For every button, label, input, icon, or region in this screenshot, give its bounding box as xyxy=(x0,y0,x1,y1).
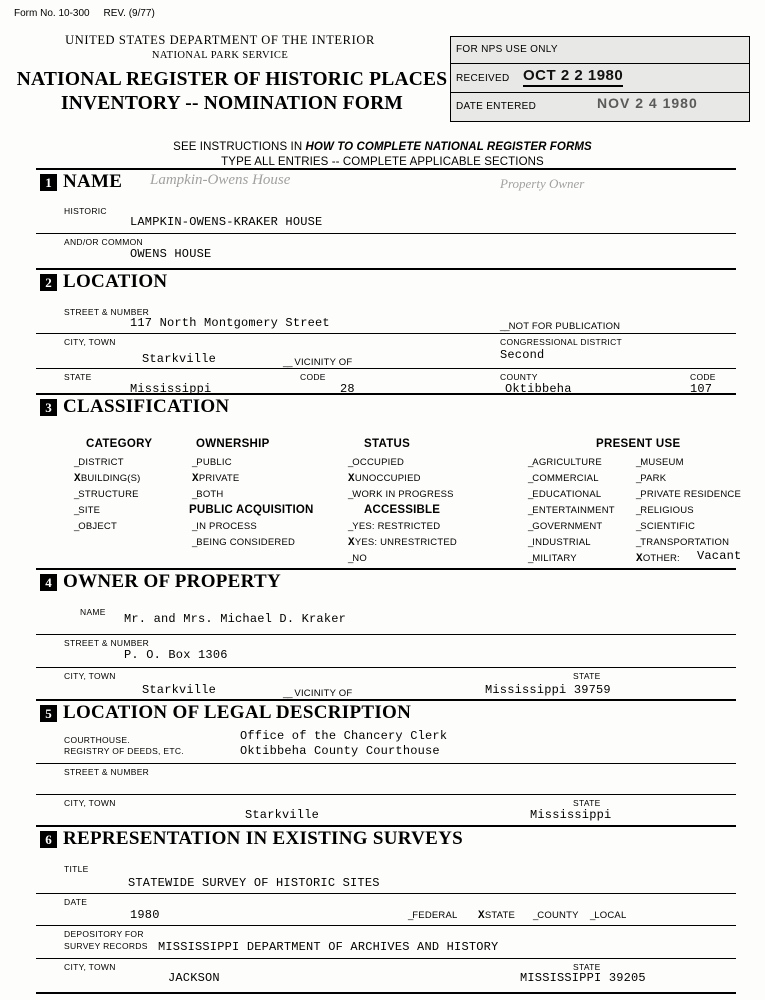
instructions-line-1 xyxy=(0,140,765,155)
survey-city-value: JACKSON xyxy=(168,971,220,985)
legal-state-label: STATE xyxy=(573,798,601,808)
received-stamp-text: OCT 2 2 1980 xyxy=(523,67,623,87)
date-entered-label: DATE ENTERED xyxy=(456,101,537,112)
owner-name-label: NAME xyxy=(80,607,106,617)
section-classification-header xyxy=(36,393,736,421)
rule-historic xyxy=(36,233,736,234)
instructions xyxy=(0,140,765,170)
owner-city-label: CITY, TOWN xyxy=(64,671,116,681)
accessible-option-yes-unrestricted[interactable] xyxy=(348,537,457,549)
present-use-option-religious[interactable]: _RELIGIOUS xyxy=(636,505,694,516)
location-county-code-value: 107 xyxy=(690,382,713,396)
vicinity-dash: __ xyxy=(283,357,292,368)
present-use-option-educational[interactable]: _EDUCATIONAL xyxy=(528,489,602,500)
rule-page-bottom xyxy=(36,992,736,994)
location-state-code-label: CODE xyxy=(300,372,326,382)
section-number-3: 3 xyxy=(40,399,57,416)
status-heading: STATUS xyxy=(364,438,411,450)
service-line: NATIONAL PARK SERVICE xyxy=(151,50,289,61)
accessible-heading: ACCESSIBLE xyxy=(364,504,441,516)
present-use-label-transportation: TRANSPORTATION xyxy=(640,537,730,548)
rule-owner-name xyxy=(36,634,736,635)
congressional-district-value: Second xyxy=(500,348,545,362)
public-acquisition-option-being-considered[interactable]: _BEING CONSIDERED xyxy=(192,537,296,548)
checkmark-x-icon: X xyxy=(348,473,355,485)
present-use-label-park: PARK xyxy=(640,473,667,484)
owner-vicinity-option[interactable]: __ VICINITY OF xyxy=(283,688,353,699)
public-acquisition-heading: PUBLIC ACQUISITION xyxy=(189,504,314,516)
category-label-structure: STRUCTURE xyxy=(78,489,139,500)
category-option-buildings[interactable] xyxy=(74,473,141,485)
checkmark-x-icon: X xyxy=(192,473,199,485)
present-use-label-private-residence: PRIVATE RESIDENCE xyxy=(640,489,742,500)
nps-use-box xyxy=(450,36,750,122)
category-option-structure[interactable]: _STRUCTURE xyxy=(74,489,139,500)
received-stamp xyxy=(523,67,623,84)
location-city-label: CITY, TOWN xyxy=(64,337,116,347)
owner-state-label: STATE xyxy=(573,671,601,681)
public-acquisition-label-in-process: IN PROCESS xyxy=(196,521,257,532)
common-name-label: AND/OR COMMON xyxy=(64,237,143,247)
present-use-option-entertainment[interactable]: _ENTERTAINMENT xyxy=(528,505,615,516)
survey-level-label-federal: FEDERAL xyxy=(412,910,458,921)
accessible-label-no: NO xyxy=(352,553,367,564)
handwritten-annotation-1: Lampkin-Owens House xyxy=(150,172,291,188)
ownership-heading: OWNERSHIP xyxy=(196,438,270,450)
present-use-label-military: MILITARY xyxy=(532,553,577,564)
location-street-label: STREET & NUMBER xyxy=(64,307,150,317)
section-number-5: 5 xyxy=(40,705,57,722)
historic-label: HISTORIC xyxy=(64,206,107,216)
present-use-option-private-residence[interactable]: _PRIVATE RESIDENCE xyxy=(636,489,742,500)
legal-state-value: Mississippi xyxy=(530,808,612,822)
section-title-6: REPRESENTATION IN EXISTING SURVEYS xyxy=(63,828,464,849)
survey-title-value: STATEWIDE SURVEY OF HISTORIC SITES xyxy=(128,876,380,890)
location-state-value: Mississippi xyxy=(130,382,212,396)
section-classification xyxy=(36,393,736,421)
survey-level-federal[interactable]: _FEDERAL xyxy=(408,910,458,921)
rule-location-street xyxy=(36,333,736,334)
category-heading: CATEGORY xyxy=(86,438,153,450)
legal-city-label: CITY, TOWN xyxy=(64,798,116,808)
date-entered-stamp: NOV 2 4 1980 xyxy=(597,95,698,111)
present-use-label-commercial: COMMERCIAL xyxy=(532,473,599,484)
common-name-value: OWENS HOUSE xyxy=(130,247,212,261)
category-option-site[interactable]: _SITE xyxy=(74,505,101,516)
ownership-label-public: PUBLIC xyxy=(196,457,232,468)
present-use-heading: PRESENT USE xyxy=(596,438,681,450)
public-acquisition-label-being-considered: BEING CONSIDERED xyxy=(196,537,296,548)
rule-location-city xyxy=(36,368,736,369)
instructions-line-2: TYPE ALL ENTRIES -- COMPLETE APPLICABLE SECTIONS xyxy=(221,156,544,168)
not-for-publication-dash: __ xyxy=(500,321,509,332)
accessible-label-yes-unrestricted: YES: UNRESTRICTED xyxy=(354,537,457,548)
present-use-option-industrial[interactable]: _INDUSTRIAL xyxy=(528,537,591,548)
page-title-line1: NATIONAL REGISTER OF HISTORIC PLACES xyxy=(16,69,448,90)
survey-level-label-state: STATE xyxy=(484,910,516,921)
handwritten-annotation-2: Property Owner xyxy=(500,176,585,191)
section-surveys xyxy=(36,825,736,853)
present-use-option-scientific[interactable]: _SCIENTIFIC xyxy=(636,521,696,532)
nps-divider-1 xyxy=(451,63,749,64)
courthouse-value-line2: Oktibbeha County Courthouse xyxy=(240,744,440,758)
location-street-value: 117 North Montgomery Street xyxy=(130,316,330,330)
survey-title-label: TITLE xyxy=(64,864,89,874)
present-use-label-industrial: INDUSTRIAL xyxy=(532,537,591,548)
status-option-occupied[interactable]: _OCCUPIED xyxy=(348,457,405,468)
checkmark-x-icon: X xyxy=(74,473,81,485)
ownership-option-public[interactable]: _PUBLIC xyxy=(192,457,232,468)
form-revision-text: REV. (9/77) xyxy=(103,8,155,19)
location-city-value: Starkville xyxy=(142,352,217,366)
checkmark-x-icon: X xyxy=(478,910,485,922)
section-number-6: 6 xyxy=(40,831,57,848)
nps-box-header: FOR NPS USE ONLY xyxy=(456,44,558,55)
section-title-5: LOCATION OF LEGAL DESCRIPTION xyxy=(63,702,412,723)
department-line: UNITED STATES DEPARTMENT OF THE INTERIOR xyxy=(65,33,375,47)
not-for-publication-label: NOT FOR PUBLICATION xyxy=(508,321,621,332)
owner-vicinity-label: VICINITY OF xyxy=(294,688,353,699)
owner-street-label: STREET & NUMBER xyxy=(64,638,150,648)
status-label-work-in-progress: WORK IN PROGRESS xyxy=(352,489,454,500)
section-title-4: OWNER OF PROPERTY xyxy=(63,571,282,592)
section-legal-header xyxy=(36,699,736,727)
depository-label-line1: DEPOSITORY FOR xyxy=(64,929,144,939)
depository-label-line2: SURVEY RECORDS xyxy=(64,941,148,951)
vicinity-option[interactable] xyxy=(283,357,352,368)
checkmark-x-icon: X xyxy=(636,553,643,565)
category-option-district[interactable]: _DISTRICT xyxy=(74,457,124,468)
present-use-option-military[interactable]: _MILITARY xyxy=(528,553,577,564)
section-location-header xyxy=(36,268,736,296)
section-number-1: 1 xyxy=(40,174,57,191)
vicinity-label: VICINITY OF xyxy=(294,357,353,368)
section-number-4: 4 xyxy=(40,574,57,591)
page-title xyxy=(16,68,448,116)
survey-date-label: DATE xyxy=(64,897,88,907)
agency-heading xyxy=(0,33,440,61)
rule-owner-street xyxy=(36,667,736,668)
section-location xyxy=(36,268,736,296)
public-acquisition-option-in-process[interactable]: _IN PROCESS xyxy=(192,521,257,532)
present-use-option-park[interactable]: _PARK xyxy=(636,473,667,484)
instructions-prefix: SEE INSTRUCTIONS IN xyxy=(173,141,306,153)
owner-city-value: Starkville xyxy=(142,683,217,697)
ownership-option-private[interactable] xyxy=(192,473,239,485)
section-title-2: LOCATION xyxy=(63,271,168,292)
present-use-option-agriculture[interactable]: _AGRICULTURE xyxy=(528,457,602,468)
category-label-district: DISTRICT xyxy=(78,457,124,468)
present-use-option-transportation[interactable]: _TRANSPORTATION xyxy=(636,537,730,548)
present-use-label-government: GOVERNMENT xyxy=(532,521,603,532)
historic-name-value: LAMPKIN-OWENS-KRAKER HOUSE xyxy=(130,215,323,229)
accessible-label-yes-restricted: YES: RESTRICTED xyxy=(352,521,441,532)
survey-date-value: 1980 xyxy=(130,908,160,922)
rule-legal-courthouse xyxy=(36,763,736,764)
section-legal xyxy=(36,699,736,727)
ownership-label-both: BOTH xyxy=(196,489,224,500)
survey-state-label: STATE xyxy=(573,962,601,972)
instructions-italic: HOW TO COMPLETE NATIONAL REGISTER FORMS xyxy=(305,141,592,153)
form-number xyxy=(14,8,155,19)
category-option-object[interactable]: _OBJECT xyxy=(74,521,117,532)
category-label-buildings: BUILDING(S) xyxy=(80,473,141,484)
survey-level-county[interactable]: _COUNTY xyxy=(533,910,579,921)
accessible-option-no[interactable]: _NO xyxy=(348,553,367,564)
section-title-1: NAME xyxy=(63,171,123,192)
present-use-label-other: OTHER: xyxy=(642,553,680,564)
courthouse-label-line2: REGISTRY OF DEEDS, ETC. xyxy=(64,746,184,756)
section-title-3: CLASSIFICATION xyxy=(63,396,230,417)
legal-street-label: STREET & NUMBER xyxy=(64,767,150,777)
location-county-label: COUNTY xyxy=(500,372,538,382)
status-option-work-in-progress[interactable]: _WORK IN PROGRESS xyxy=(348,489,454,500)
present-use-option-government[interactable]: _GOVERNMENT xyxy=(528,521,603,532)
category-label-object: OBJECT xyxy=(78,521,117,532)
survey-level-local[interactable]: _LOCAL xyxy=(590,910,627,921)
owner-street-value: P. O. Box 1306 xyxy=(124,648,228,662)
rule-survey-date xyxy=(36,925,736,926)
present-use-label-agriculture: AGRICULTURE xyxy=(532,457,602,468)
checkmark-x-icon: X xyxy=(348,537,355,549)
present-use-label-entertainment: ENTERTAINMENT xyxy=(532,505,615,516)
owner-state-value: Mississippi 39759 xyxy=(485,683,611,697)
rule-survey-title xyxy=(36,893,736,894)
category-label-site: SITE xyxy=(78,505,101,516)
status-option-unoccupied[interactable] xyxy=(348,473,421,485)
present-use-label-scientific: SCIENTIFIC xyxy=(640,521,696,532)
ownership-option-both[interactable]: _BOTH xyxy=(192,489,224,500)
section-surveys-header xyxy=(36,825,736,853)
present-use-other-value: Vacant xyxy=(697,549,742,563)
courthouse-label-line1: COURTHOUSE. xyxy=(64,735,130,745)
present-use-label-religious: RELIGIOUS xyxy=(640,505,694,516)
not-for-publication-option[interactable] xyxy=(500,321,620,332)
nps-divider-2 xyxy=(451,92,749,93)
location-county-code-label: CODE xyxy=(690,372,716,382)
location-state-code-value: 28 xyxy=(340,382,355,396)
survey-state-value: MISSISSIPPI 39205 xyxy=(520,971,646,985)
location-state-label: STATE xyxy=(64,372,92,382)
ownership-label-private: PRIVATE xyxy=(198,473,240,484)
rule-legal-street xyxy=(36,794,736,795)
form-number-text: Form No. 10-300 xyxy=(14,8,90,19)
section-name-header xyxy=(36,168,736,196)
accessible-option-yes-restricted[interactable]: _YES: RESTRICTED xyxy=(348,521,441,532)
status-label-occupied: OCCUPIED xyxy=(352,457,405,468)
section-number-2: 2 xyxy=(40,274,57,291)
owner-name-value: Mr. and Mrs. Michael D. Kraker xyxy=(124,612,347,626)
section-owner-header xyxy=(36,568,736,596)
present-use-option-museum[interactable]: _MUSEUM xyxy=(636,457,684,468)
present-use-label-museum: MUSEUM xyxy=(640,457,684,468)
survey-city-label: CITY, TOWN xyxy=(64,962,116,972)
present-use-option-commercial[interactable]: _COMMERCIAL xyxy=(528,473,599,484)
rule-depository xyxy=(36,958,736,959)
present-use-label-educational: EDUCATIONAL xyxy=(532,489,602,500)
survey-level-label-county: COUNTY xyxy=(537,910,579,921)
depository-value: MISSISSIPPI DEPARTMENT OF ARCHIVES AND HISTORY xyxy=(158,940,499,954)
legal-city-value: Starkville xyxy=(245,808,320,822)
present-use-option-other[interactable] xyxy=(636,553,680,565)
survey-level-state[interactable] xyxy=(478,910,515,922)
page-title-line2: INVENTORY -- NOMINATION FORM xyxy=(60,93,403,114)
location-county-value: Oktibbeha xyxy=(505,382,572,396)
section-owner xyxy=(36,568,736,596)
survey-level-label-local: LOCAL xyxy=(594,910,627,921)
section-name xyxy=(36,168,736,196)
status-label-unoccupied: UNOCCUPIED xyxy=(354,473,421,484)
received-label: RECEIVED xyxy=(456,73,510,84)
courthouse-value-line1: Office of the Chancery Clerk xyxy=(240,729,448,743)
congressional-district-label: CONGRESSIONAL DISTRICT xyxy=(500,337,622,347)
